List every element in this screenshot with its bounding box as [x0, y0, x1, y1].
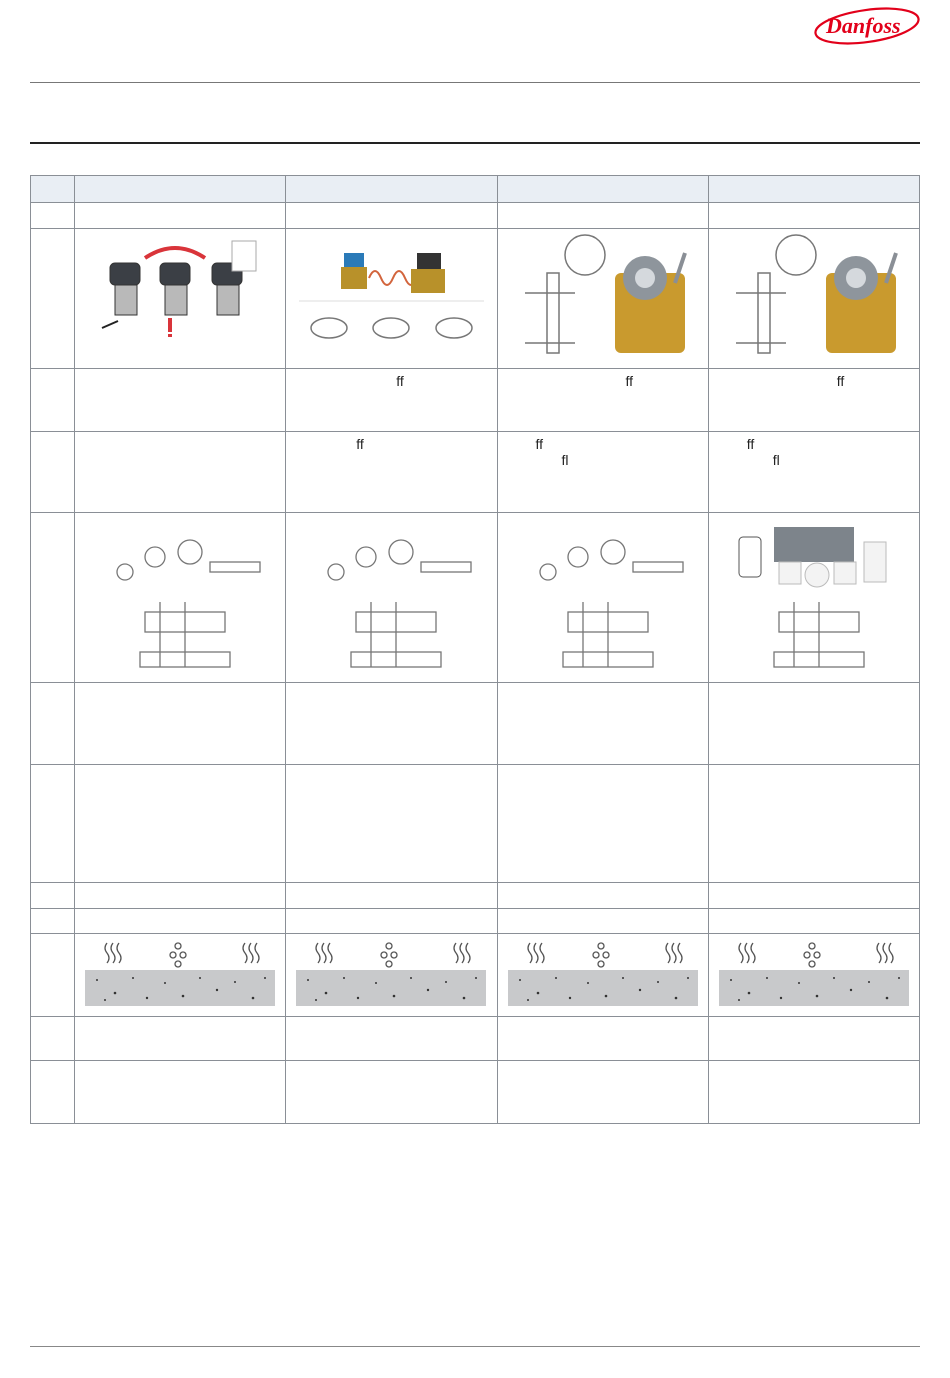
table-cell-line: ff: [535, 436, 544, 452]
table-header-row: [31, 176, 920, 203]
table-row: [31, 513, 920, 683]
table-cell: ff: [708, 369, 919, 432]
manifold-actuator-illustration: [75, 513, 286, 683]
table-row: [31, 432, 920, 513]
table-row: [31, 1061, 920, 1124]
concrete-slab-heat-illustration: [75, 934, 286, 1017]
table-row: [31, 369, 920, 432]
smart-controls-manifold-illustration: [708, 513, 919, 683]
table-cell: ff: [286, 369, 497, 432]
table-row: [31, 934, 920, 1017]
manifold-actuator-illustration: [497, 513, 708, 683]
table-row: [31, 229, 920, 369]
danfoss-logo: [812, 6, 922, 46]
svg-text:Danfoss: Danfoss: [826, 13, 901, 38]
table-cell: [75, 369, 286, 432]
valve-adjust-illustration: [75, 229, 286, 369]
table-subheader-row: [31, 203, 920, 229]
header-rule: [30, 82, 920, 83]
footer-rule: [30, 1346, 920, 1347]
table-cell-line: ff: [356, 436, 364, 452]
riser-with-valve-insert-illustration: [708, 229, 919, 369]
table-cell-line: ff: [746, 436, 755, 452]
comparison-table: [30, 175, 920, 1124]
title-rule: [30, 142, 920, 144]
table-cell-line: fl: [561, 452, 569, 468]
table-row: [31, 683, 920, 765]
valve-with-capillary-illustration: [286, 229, 497, 369]
concrete-slab-heat-illustration: [286, 934, 497, 1017]
table-row: [31, 883, 920, 909]
concrete-slab-heat-illustration: [708, 934, 919, 1017]
riser-with-valve-insert-illustration: [497, 229, 708, 369]
concrete-slab-heat-illustration: [497, 934, 708, 1017]
table-cell: ff: [497, 369, 708, 432]
table-cell-line: fl: [772, 452, 780, 468]
manifold-actuator-illustration: [286, 513, 497, 683]
table-row: [31, 765, 920, 883]
table-row: [31, 909, 920, 934]
table-row: [31, 1017, 920, 1061]
